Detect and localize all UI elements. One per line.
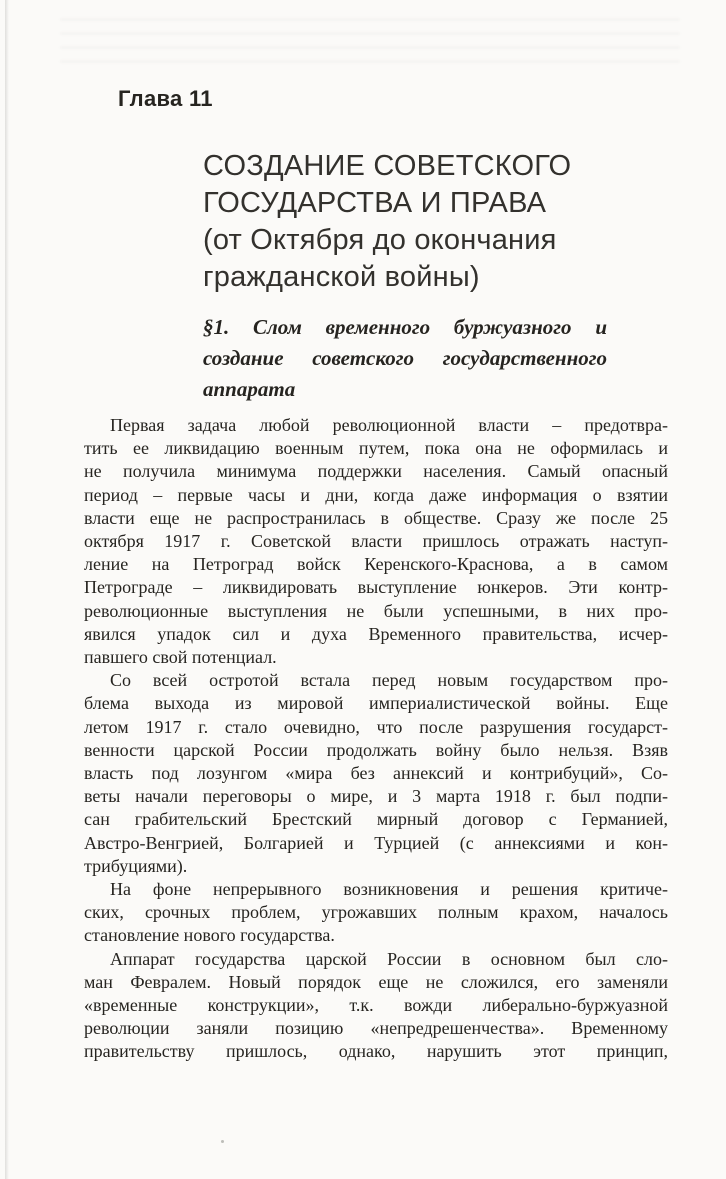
scan-speck <box>221 1140 224 1143</box>
paragraph <box>84 948 668 1064</box>
paragraph <box>84 414 668 669</box>
text-line: Первая задача любой революционной власти – предотвра- <box>110 415 668 435</box>
text-line: власть под лозунгом «мира без аннексий и контрибуций», Со- <box>84 763 668 784</box>
text-line: создание советского государственного <box>203 346 607 370</box>
text-line: ление на Петроград войск Керенского-Краснова, а в самом <box>84 554 668 575</box>
text-line: революции заняли позицию «непредрешенчества». Временному <box>84 1018 668 1039</box>
text-line: «временные конструкции», т.к. вожди либерально-буржуазной <box>84 995 668 1016</box>
text-line: правительству пришлось, однако, нарушить этот принцип, <box>84 1041 668 1062</box>
chapter-title <box>203 148 668 296</box>
paragraph <box>84 878 668 948</box>
text-line: аппарата <box>203 377 296 401</box>
text-line: революционные выступления не были успешными, в них про- <box>84 600 668 621</box>
chapter-label: Глава 11 <box>118 86 213 111</box>
body-paragraphs <box>84 414 668 1064</box>
text-line: летом 1917 г. стало очевидно, что после разрушения государст- <box>84 716 668 737</box>
text-line: (от Октября до окончания <box>203 224 557 256</box>
text-line: Аппарат государства царской России в основном был сло- <box>110 948 668 969</box>
text-line: На фоне непрерывного возникновения и решения критиче- <box>110 879 668 900</box>
page-content <box>84 86 668 1064</box>
text-line: Австро-Венгрией, Болгарией и Турцией (с аннексиями и кон- <box>84 832 668 853</box>
text-line: §1. Слом временного буржуазного и <box>203 315 607 339</box>
text-line: явился упадок сил и духа Временного правительства, исчер- <box>84 623 668 644</box>
text-line: гражданской войны) <box>203 261 480 293</box>
text-line: не получила минимума поддержки населения. Самый опасный <box>84 461 668 482</box>
text-line: блема выхода из мировой империалистической войны. Еще <box>84 693 668 714</box>
text-line: павшего свой потенциал. <box>84 647 277 668</box>
text-line: СОЗДАНИЕ СОВЕТСКОГО <box>203 150 572 182</box>
section-heading <box>203 312 607 405</box>
text-line: трибуциями). <box>84 855 188 876</box>
text-line: венности царской России продолжать войну было нельзя. Взяв <box>84 739 668 760</box>
text-line: Со всей остротой встала перед новым государством про- <box>110 670 668 691</box>
scan-showthrough-haze <box>60 18 680 68</box>
text-line: тить ее ликвидацию военным путем, пока она не оформилась и <box>84 438 668 459</box>
text-line: веты начали переговоры о мире, и 3 марта 1918 г. был подпи- <box>84 786 668 807</box>
text-line: октября 1917 г. Советской власти пришлось отражать наступ- <box>84 531 668 552</box>
text-line: становление нового государства. <box>84 925 335 946</box>
text-line: власти еще не распространилась в обществе. Сразу же после 25 <box>84 507 668 528</box>
scan-edge-shadow <box>5 0 9 1179</box>
text-line: ГОСУДАРСТВА И ПРАВА <box>203 187 547 219</box>
text-line: сан грабительский Брестский мирный договор с Германией, <box>84 809 668 830</box>
text-line: ских, срочных проблем, угрожавших полным крахом, началось <box>84 902 668 923</box>
paragraph <box>84 669 668 878</box>
text-line: Петрограде – ликвидировать выступление юнкеров. Эти контр- <box>84 577 668 598</box>
text-line: ман Февралем. Новый порядок еще не сложился, его заменяли <box>84 971 668 992</box>
text-line: период – первые часы и дни, когда даже информация о взятии <box>84 484 668 505</box>
